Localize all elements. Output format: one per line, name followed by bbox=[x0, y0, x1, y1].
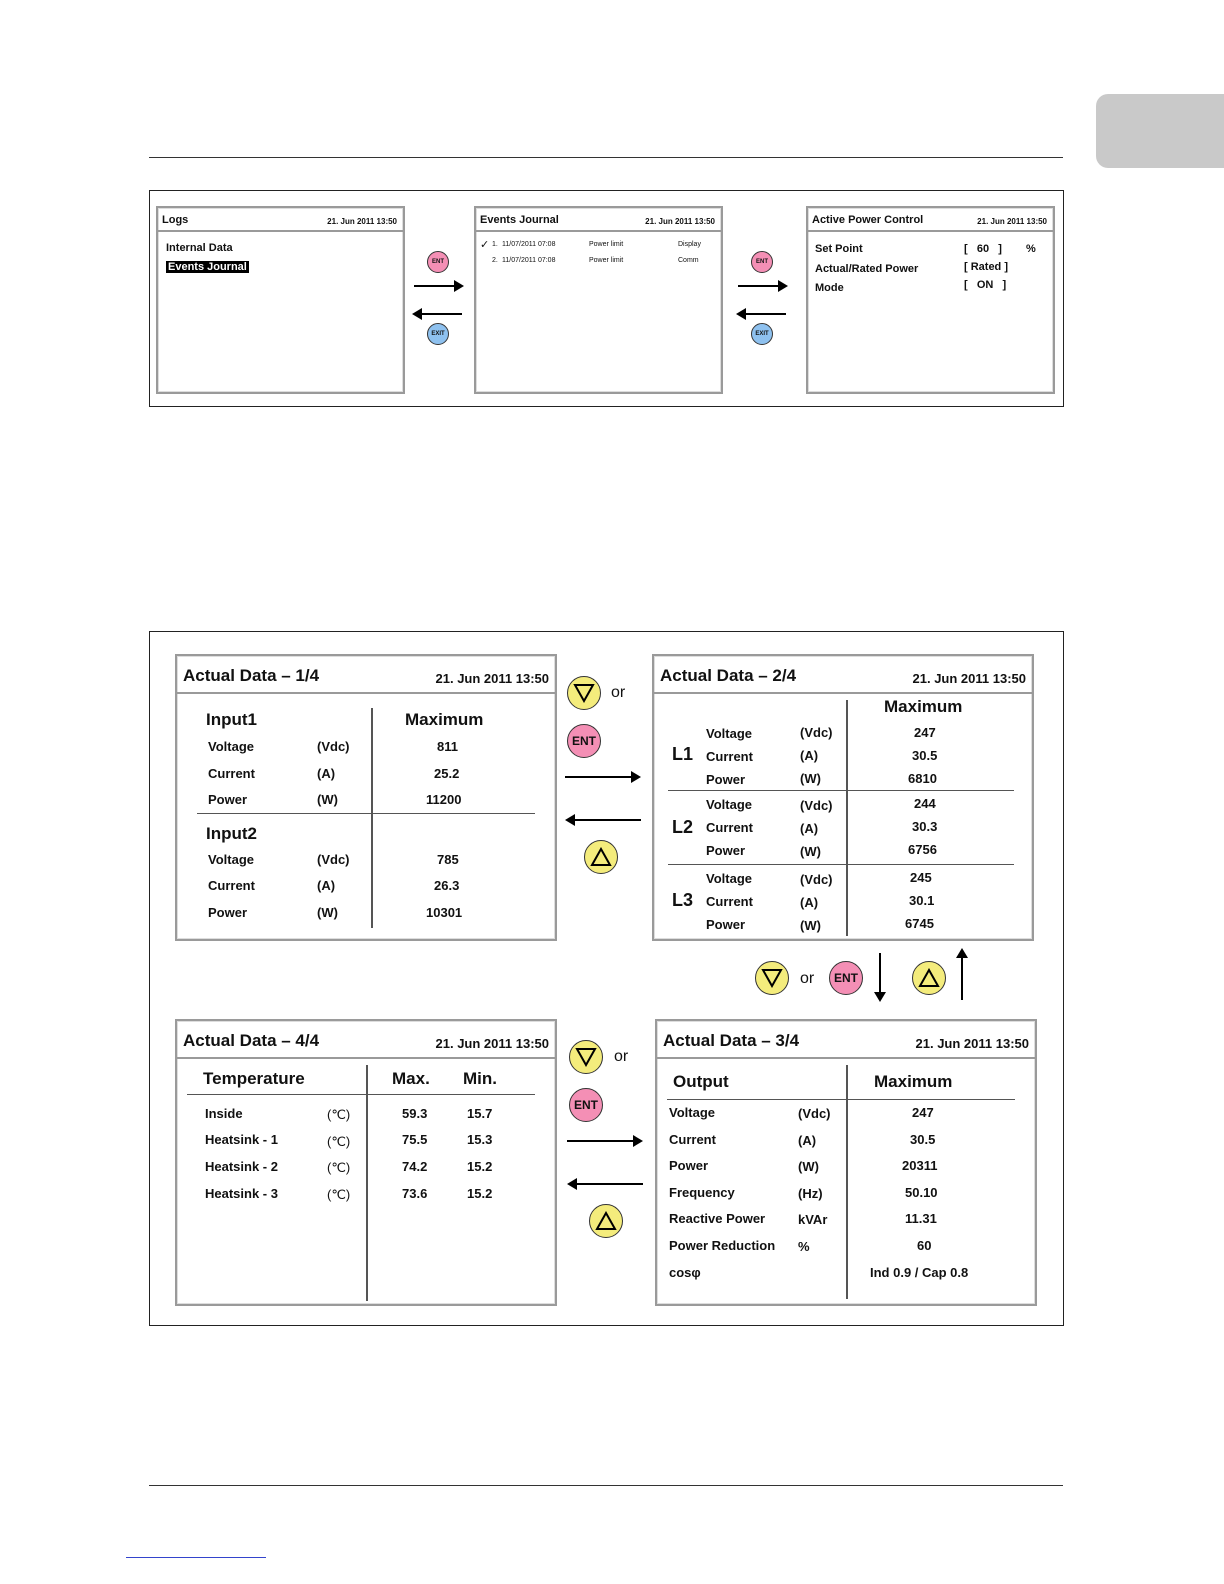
row-label: Voltage bbox=[706, 797, 752, 812]
event-index: 2. bbox=[492, 257, 498, 264]
group-label: L1 bbox=[672, 744, 694, 764]
event-date: 11/07/2011 07:08 bbox=[502, 257, 556, 264]
screen-date: 21. Jun 2011 13:50 bbox=[327, 217, 397, 226]
actual-data-1-screen bbox=[175, 654, 557, 941]
row-value: 6745 bbox=[905, 916, 934, 931]
arrow-left bbox=[567, 819, 641, 821]
screen-date: 21. Jun 2011 13:50 bbox=[435, 1036, 549, 1051]
down-button[interactable] bbox=[755, 961, 789, 995]
column-header: Maximum bbox=[874, 1072, 953, 1091]
row-value: Ind 0.9 / Cap 0.8 bbox=[870, 1265, 969, 1280]
title-divider bbox=[476, 230, 721, 232]
row-unit: (Vdc) bbox=[317, 739, 350, 754]
title-divider bbox=[657, 1057, 1035, 1059]
triangle-down-icon bbox=[575, 1047, 597, 1067]
row-label: Heatsink - 3 bbox=[205, 1186, 278, 1201]
setting-unit: % bbox=[1026, 243, 1036, 255]
row-min: 15.2 bbox=[467, 1186, 493, 1201]
row-value: 60 bbox=[917, 1238, 932, 1253]
ent-button[interactable]: ENT bbox=[567, 724, 601, 758]
group-label: Output bbox=[673, 1072, 729, 1091]
arrow-right bbox=[414, 285, 462, 287]
title-divider bbox=[654, 692, 1032, 694]
event-date: 11/07/2011 07:08 bbox=[502, 241, 556, 248]
row-unit: (℃) bbox=[327, 1160, 351, 1175]
row-max: 75.5 bbox=[402, 1132, 428, 1147]
row-unit: (Vdc) bbox=[798, 1106, 831, 1121]
row-unit: (W) bbox=[800, 771, 821, 786]
row-label: cosφ bbox=[669, 1265, 701, 1280]
row-value: 30.3 bbox=[912, 819, 938, 834]
screen-title: Events Journal bbox=[480, 214, 559, 226]
exit-button[interactable]: EXIT bbox=[751, 323, 773, 345]
row-label: Current bbox=[706, 749, 753, 764]
row-max: 73.6 bbox=[402, 1186, 428, 1201]
title-divider bbox=[177, 1057, 555, 1059]
row-value: 11.31 bbox=[905, 1211, 937, 1226]
active-power-control-screen bbox=[806, 206, 1055, 394]
column-header: Maximum bbox=[405, 710, 484, 729]
group-divider bbox=[668, 790, 1014, 791]
row-unit: (W) bbox=[317, 905, 338, 920]
setting-value[interactable]: [ 60 ] bbox=[964, 243, 1002, 255]
chapter-tab bbox=[1096, 94, 1224, 168]
row-label: Power bbox=[208, 792, 248, 807]
row-unit: (W) bbox=[800, 918, 821, 933]
actual-data-4-screen bbox=[175, 1019, 557, 1306]
ent-button[interactable]: ENT bbox=[569, 1088, 603, 1122]
event-name: Power limit bbox=[589, 241, 624, 248]
up-button[interactable] bbox=[589, 1204, 623, 1238]
group-label: Input1 bbox=[206, 710, 257, 729]
column-header-min: Min. bbox=[463, 1069, 497, 1088]
row-label: Voltage bbox=[669, 1105, 715, 1120]
row-value: 26.3 bbox=[434, 878, 460, 893]
setting-value[interactable]: [ ON ] bbox=[964, 279, 1007, 291]
row-value: 6810 bbox=[908, 771, 937, 786]
event-index: 1. bbox=[492, 241, 498, 248]
row-label: Heatsink - 1 bbox=[205, 1132, 278, 1147]
row-value: 6756 bbox=[908, 842, 937, 857]
row-unit: (Vdc) bbox=[800, 725, 833, 740]
triangle-down-icon bbox=[761, 968, 783, 988]
row-unit: % bbox=[798, 1239, 810, 1254]
or-label: or bbox=[614, 1048, 629, 1065]
screen-date: 21. Jun 2011 13:50 bbox=[915, 1036, 1029, 1051]
screen-date: 21. Jun 2011 13:50 bbox=[645, 217, 715, 226]
row-label: Power bbox=[706, 772, 746, 787]
row-label: Voltage bbox=[208, 852, 254, 867]
row-unit: (A) bbox=[800, 748, 819, 763]
row-label: Heatsink - 2 bbox=[205, 1159, 278, 1174]
row-min: 15.3 bbox=[467, 1132, 493, 1147]
row-label: Reactive Power bbox=[669, 1211, 766, 1226]
column-header-max: Max. bbox=[392, 1069, 430, 1088]
row-label: Voltage bbox=[208, 739, 254, 754]
row-unit: (℃) bbox=[327, 1134, 351, 1149]
triangle-up-icon bbox=[918, 968, 940, 988]
arrow-left bbox=[738, 313, 786, 315]
down-button[interactable] bbox=[567, 676, 601, 710]
footer-link-underline bbox=[126, 1557, 266, 1558]
event-name: Power limit bbox=[589, 257, 624, 264]
row-value: 25.2 bbox=[434, 766, 460, 781]
row-label: Power bbox=[706, 917, 746, 932]
exit-button[interactable]: EXIT bbox=[427, 323, 449, 345]
setting-value[interactable]: [ Rated ] bbox=[964, 261, 1008, 273]
row-max: 59.3 bbox=[402, 1106, 428, 1121]
row-label: Power Reduction bbox=[669, 1238, 776, 1253]
row-label: Frequency bbox=[669, 1185, 735, 1200]
triangle-up-icon bbox=[595, 1211, 617, 1231]
row-label: Current bbox=[208, 878, 255, 893]
row-value: 811 bbox=[437, 739, 458, 754]
actual-data-2-screen bbox=[652, 654, 1034, 941]
events-journal-screen bbox=[474, 206, 723, 394]
arrow-right bbox=[567, 1140, 641, 1142]
row-value: 10301 bbox=[426, 905, 463, 920]
header-divider bbox=[187, 1094, 535, 1095]
row-max: 74.2 bbox=[402, 1159, 428, 1174]
group-label: L3 bbox=[672, 890, 694, 910]
row-unit: (Vdc) bbox=[800, 872, 833, 887]
title-divider bbox=[177, 692, 555, 694]
row-label: Voltage bbox=[706, 726, 752, 741]
column-divider bbox=[366, 1065, 368, 1301]
row-value: 247 bbox=[912, 1105, 934, 1120]
row-unit: (Vdc) bbox=[317, 852, 350, 867]
title-divider bbox=[808, 230, 1053, 232]
arrow-left bbox=[569, 1183, 643, 1185]
row-value: 247 bbox=[914, 725, 936, 740]
screen-date: 21. Jun 2011 13:50 bbox=[912, 671, 1026, 686]
column-divider bbox=[846, 700, 848, 936]
arrow-up bbox=[961, 950, 963, 1000]
group-label: Temperature bbox=[203, 1069, 305, 1088]
row-label: Current bbox=[706, 894, 753, 909]
footer-rule bbox=[149, 1485, 1063, 1486]
screen-title: Actual Data – 1/4 bbox=[183, 666, 320, 685]
row-label: Power bbox=[706, 843, 746, 858]
setting-label: Actual/Rated Power bbox=[815, 263, 919, 275]
header-divider bbox=[667, 1099, 1015, 1100]
row-unit: (W) bbox=[798, 1159, 819, 1174]
screen-title: Active Power Control bbox=[812, 214, 924, 226]
row-label: Power bbox=[669, 1158, 709, 1173]
ent-button[interactable]: ENT bbox=[427, 251, 449, 273]
row-unit: (A) bbox=[317, 878, 336, 893]
header-rule bbox=[149, 157, 1063, 158]
row-value: 245 bbox=[910, 870, 932, 885]
row-unit: (W) bbox=[800, 844, 821, 859]
arrow-right bbox=[565, 776, 639, 778]
menu-item-internal-data[interactable]: Internal Data bbox=[166, 242, 233, 254]
column-divider bbox=[846, 1065, 848, 1299]
menu-item-events-journal[interactable]: Events Journal bbox=[168, 261, 247, 273]
row-label: Voltage bbox=[706, 871, 752, 886]
row-label: Current bbox=[706, 820, 753, 835]
group-label: Input2 bbox=[206, 824, 257, 843]
logs-screen bbox=[156, 206, 405, 394]
or-label: or bbox=[611, 684, 626, 701]
row-unit: (A) bbox=[798, 1133, 817, 1148]
down-button[interactable] bbox=[569, 1040, 603, 1074]
row-value: 11200 bbox=[426, 792, 462, 807]
or-label: or bbox=[800, 970, 815, 987]
row-unit: (℃) bbox=[327, 1107, 351, 1122]
title-divider bbox=[158, 230, 403, 232]
screen-title: Actual Data – 2/4 bbox=[660, 666, 797, 685]
row-value: 50.10 bbox=[905, 1185, 938, 1200]
screen-date: 21. Jun 2011 13:50 bbox=[435, 671, 549, 686]
group-divider bbox=[668, 864, 1014, 865]
row-value: 30.1 bbox=[909, 893, 935, 908]
triangle-down-icon bbox=[573, 683, 595, 703]
ent-button[interactable]: ENT bbox=[751, 251, 773, 273]
up-button[interactable] bbox=[584, 840, 618, 874]
row-unit: (W) bbox=[317, 792, 338, 807]
row-unit: (Vdc) bbox=[800, 798, 833, 813]
check-icon: ✓ bbox=[480, 239, 490, 251]
row-label: Inside bbox=[205, 1106, 243, 1121]
row-value: 30.5 bbox=[910, 1132, 936, 1147]
row-min: 15.2 bbox=[467, 1159, 493, 1174]
screen-title: Actual Data – 4/4 bbox=[183, 1031, 320, 1050]
row-value: 30.5 bbox=[912, 748, 938, 763]
arrow-left bbox=[414, 313, 462, 315]
row-unit: (A) bbox=[800, 895, 819, 910]
row-label: Current bbox=[669, 1132, 716, 1147]
event-source: Display bbox=[678, 241, 701, 248]
group-label: L2 bbox=[672, 817, 694, 837]
group-divider bbox=[197, 813, 535, 814]
arrow-down bbox=[879, 953, 881, 1000]
up-button[interactable] bbox=[912, 961, 946, 995]
row-value: 20311 bbox=[902, 1158, 938, 1173]
event-source: Comm bbox=[678, 257, 699, 264]
row-unit: kVAr bbox=[798, 1212, 828, 1227]
actual-data-3-screen bbox=[655, 1019, 1037, 1306]
row-unit: (A) bbox=[800, 821, 819, 836]
row-value: 244 bbox=[914, 796, 936, 811]
row-unit: (℃) bbox=[327, 1187, 351, 1202]
row-label: Current bbox=[208, 766, 255, 781]
setting-label: Set Point bbox=[815, 243, 863, 255]
arrow-right bbox=[738, 285, 786, 287]
row-label: Power bbox=[208, 905, 248, 920]
triangle-up-icon bbox=[590, 847, 612, 867]
column-divider bbox=[371, 708, 373, 928]
setting-label: Mode bbox=[815, 282, 844, 294]
row-unit: (A) bbox=[317, 766, 336, 781]
screen-title: Logs bbox=[162, 214, 189, 226]
row-min: 15.7 bbox=[467, 1106, 493, 1121]
ent-button[interactable]: ENT bbox=[829, 961, 863, 995]
row-value: 785 bbox=[437, 852, 459, 867]
screen-title: Actual Data – 3/4 bbox=[663, 1031, 800, 1050]
column-header: Maximum bbox=[884, 697, 963, 716]
row-unit: (Hz) bbox=[798, 1186, 823, 1201]
screen-date: 21. Jun 2011 13:50 bbox=[977, 217, 1047, 226]
